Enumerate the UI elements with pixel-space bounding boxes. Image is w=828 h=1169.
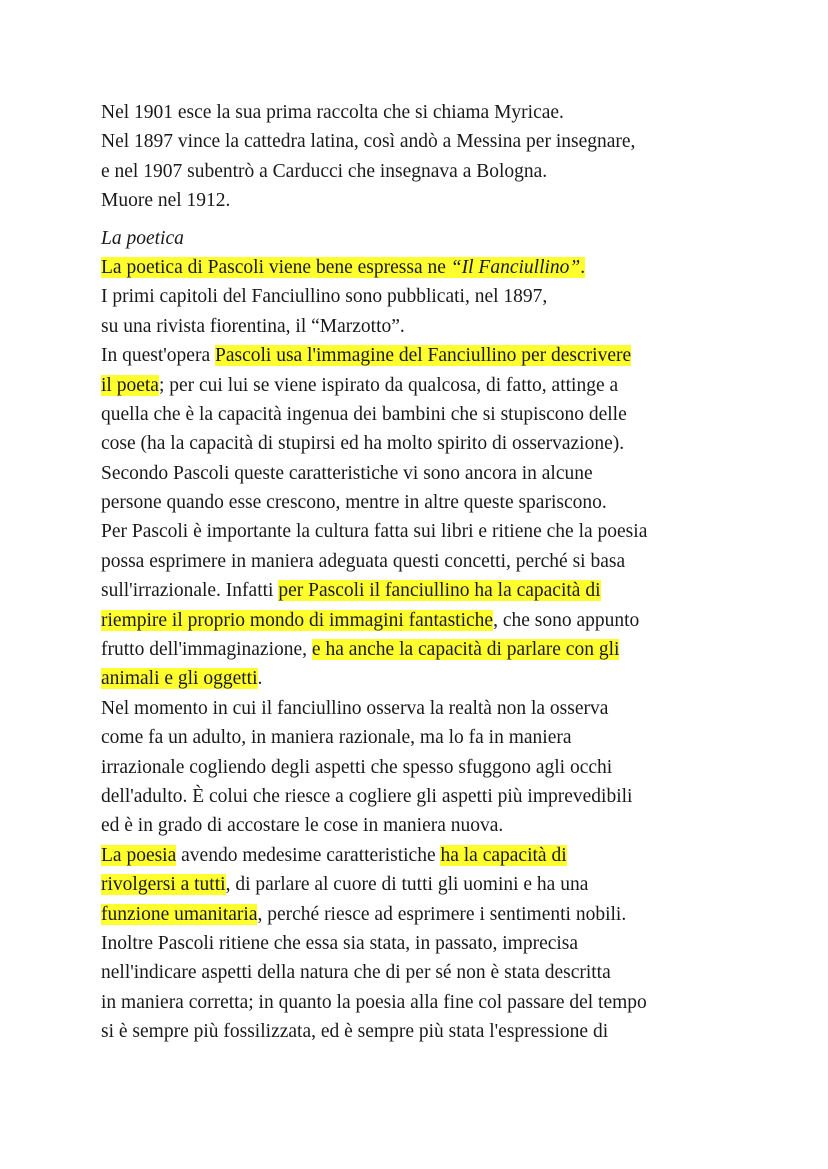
text-line bbox=[101, 958, 791, 987]
text-line bbox=[101, 782, 791, 811]
text-line bbox=[101, 1017, 791, 1046]
text-segment: , perché riesce ad esprimere i sentimenti nobili. bbox=[257, 903, 627, 925]
text-segment: su una rivista fiorentina, il “Marzotto”. bbox=[101, 315, 405, 337]
text-line bbox=[101, 429, 791, 458]
text-line bbox=[101, 900, 791, 929]
text-line bbox=[101, 723, 791, 752]
text-line bbox=[101, 929, 791, 958]
text-line bbox=[101, 694, 791, 723]
highlighted-text: La poesia bbox=[101, 844, 177, 866]
text-segment: quella che è la capacità ingenua dei bambini che si stupiscono delle bbox=[101, 403, 627, 425]
text-segment: frutto dell'immaginazione, bbox=[101, 639, 312, 661]
highlighted-text: funzione umanitaria bbox=[101, 903, 258, 925]
text-line bbox=[101, 811, 791, 840]
text-segment: nell'indicare aspetti della natura che di per sé non è stata descritta bbox=[101, 962, 611, 984]
text-line bbox=[101, 459, 791, 488]
text-segment: come fa un adulto, in maniera razionale, ma lo fa in maniera bbox=[101, 727, 572, 749]
text-line bbox=[101, 282, 791, 311]
text-segment: sull'irrazionale. Infatti bbox=[101, 580, 279, 602]
text-segment: ed è in grado di accostare le cose in maniera nuova. bbox=[101, 815, 504, 837]
highlighted-text: Pascoli usa l'immagine del Fanciullino per descrivere bbox=[214, 345, 632, 367]
highlighted-text: ha la capacità di bbox=[440, 844, 567, 866]
text-segment: Per Pascoli è importante la cultura fatta sui libri e ritiene che la poesia bbox=[101, 521, 648, 543]
highlighted-text: La poetica di Pascoli viene bene espressa ne bbox=[101, 256, 451, 278]
section-title: La poetica bbox=[101, 227, 184, 249]
text-segment: . bbox=[257, 668, 263, 690]
paragraph-gap bbox=[101, 216, 791, 224]
intro-line: Muore nel 1912. bbox=[101, 190, 231, 212]
text-line bbox=[101, 664, 791, 693]
text-line bbox=[101, 576, 791, 605]
text-segment: possa esprimere in maniera adeguata questi concetti, perché si basa bbox=[101, 550, 626, 572]
text-line bbox=[101, 606, 791, 635]
text-line bbox=[101, 341, 791, 370]
highlighted-text: per Pascoli il fanciullino ha la capacità di bbox=[278, 580, 601, 602]
text-segment: persone quando esse crescono, mentre in altre queste spariscono. bbox=[101, 492, 607, 514]
text-line bbox=[101, 400, 791, 429]
text-line bbox=[101, 988, 791, 1017]
intro-paragraph bbox=[101, 98, 791, 216]
text-line bbox=[101, 312, 791, 341]
highlighted-text: “Il Fanciullino” bbox=[450, 256, 581, 278]
highlighted-text: riempire il proprio mondo di immagini fantastiche bbox=[101, 609, 494, 631]
intro-line: Nel 1897 vince la cattedra latina, così andò a Messina per insegnare, bbox=[101, 131, 636, 153]
highlighted-text: il poeta bbox=[101, 374, 159, 396]
text-line bbox=[101, 547, 791, 576]
text-segment: In quest'opera bbox=[101, 345, 215, 367]
text-segment: in maniera corretta; in quanto la poesia alla fine col passare del tempo bbox=[101, 991, 647, 1013]
text-line bbox=[101, 253, 791, 282]
text-segment: I primi capitoli del Fanciullino sono pubblicati, nel 1897, bbox=[101, 286, 548, 308]
text-segment: Inoltre Pascoli ritiene che essa sia stata, in passato, imprecisa bbox=[101, 932, 579, 954]
intro-line: e nel 1907 subentrò a Carducci che insegnava a Bologna. bbox=[101, 160, 548, 182]
highlighted-text: . bbox=[580, 256, 586, 278]
highlighted-text: animali e gli oggetti bbox=[101, 668, 258, 690]
text-line bbox=[101, 635, 791, 664]
text-line bbox=[101, 753, 791, 782]
text-segment: Nel momento in cui il fanciullino osserva la realtà non la osserva bbox=[101, 697, 609, 719]
text-segment: irrazionale cogliendo degli aspetti che spesso sfuggono agli occhi bbox=[101, 756, 613, 778]
text-segment: cose (ha la capacità di stupirsi ed ha molto spirito di osservazione). bbox=[101, 433, 625, 455]
highlighted-text: e ha anche la capacità di parlare con gli bbox=[311, 639, 620, 661]
text-segment: si è sempre più fossilizzata, ed è sempre più stata l'espressione di bbox=[101, 1021, 609, 1043]
text-segment: , di parlare al cuore di tutti gli uomini e ha una bbox=[225, 874, 589, 896]
intro-line: Nel 1901 esce la sua prima raccolta che si chiama Myricae. bbox=[101, 102, 564, 123]
text-segment: dell'adulto. È colui che riesce a cogliere gli aspetti più imprevedibili bbox=[101, 785, 633, 807]
highlighted-text: rivolgersi a tutti bbox=[101, 874, 226, 896]
text-segment: Secondo Pascoli queste caratteristiche vi sono ancora in alcune bbox=[101, 462, 593, 484]
body-text bbox=[101, 253, 791, 1047]
document-page bbox=[101, 98, 791, 1047]
text-line bbox=[101, 371, 791, 400]
text-segment: avendo medesime caratteristiche bbox=[176, 844, 441, 866]
text-segment: , che sono appunto bbox=[493, 609, 640, 631]
text-line bbox=[101, 841, 791, 870]
text-line bbox=[101, 870, 791, 899]
text-line bbox=[101, 517, 791, 546]
text-line bbox=[101, 488, 791, 517]
text-segment: ; per cui lui se viene ispirato da qualcosa, di fatto, attinge a bbox=[158, 374, 619, 396]
